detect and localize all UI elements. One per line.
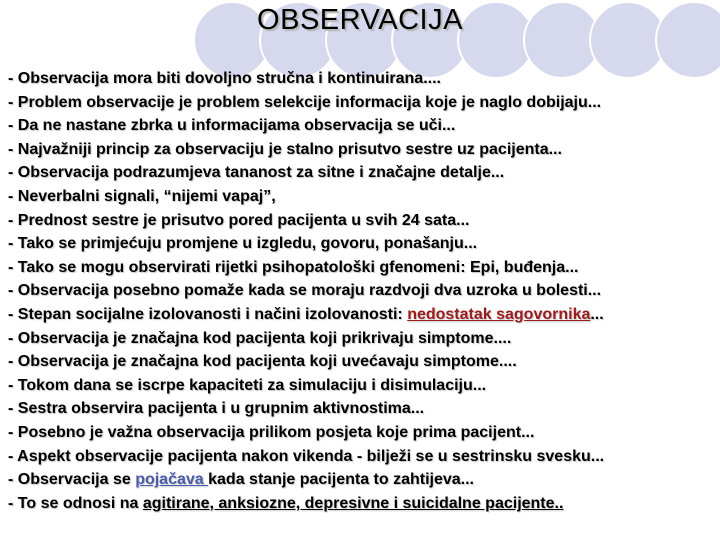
bullet-item: - Da ne nastane zbrka u informacijama observacija se uči... bbox=[8, 117, 456, 135]
bullet-item: - Sestra observira pacijenta i u grupnim aktivnostima... bbox=[8, 400, 425, 418]
bullet-item: - Tako se mogu observirati rijetki psihopatološki gfenomeni: Epi, buđenja... bbox=[8, 258, 579, 276]
hyperlink-pojacava[interactable]: pojačava bbox=[135, 471, 209, 489]
bullet-item: - Observacija je značajna kod pacijenta koji prikrivaju simptome.... bbox=[8, 329, 512, 347]
bullet-item: - Problem observacije je problem selekcije informacija koje je naglo dobijaju... bbox=[8, 93, 602, 111]
bullet-item: - Observacija je značajna kod pacijenta koji uvećavaju simptome.... bbox=[8, 353, 517, 371]
hyperlink-nedostatak-sagovornika[interactable]: nedostatak sagovornika bbox=[407, 305, 591, 323]
hyperlink-pacijente[interactable]: agitirane, anksiozne, depresivne i suicidalne pacijente.. bbox=[142, 494, 564, 512]
bullet-item: - Observacija mora biti dovoljno stručna i kontinuirana.... bbox=[8, 70, 441, 87]
bullet-text: kada stanje pacijenta to zahtijeva... bbox=[208, 471, 474, 489]
bullet-item: - Tako se primjećuju promjene u izgledu, govoru, ponašanju... bbox=[8, 235, 478, 253]
slide-title: OBSERVACIJA bbox=[257, 4, 463, 36]
bullet-text: - Observacija se bbox=[8, 471, 136, 489]
bullet-item bbox=[8, 303, 714, 327]
bullet-item: - Najvažniji princip za observaciju je stalno prisutvo sestre uz pacijenta... bbox=[8, 140, 562, 158]
bullet-item: - Observacija posebno pomaže kada se moraju razdvoji dva uzroka u bolesti... bbox=[8, 282, 602, 300]
bullet-item: - Posebno je važna observacija prilikom posjeta koje prima pacijent... bbox=[8, 423, 535, 441]
bullet-list bbox=[8, 67, 714, 515]
bullet-item: - Observacija podrazumjeva tananost za sitne i značajne detalje... bbox=[8, 164, 505, 182]
bullet-text: - Stepan socijalne izolovanosti i načini izolovanosti: bbox=[8, 305, 408, 323]
bullet-item: - Aspekt observacije pacijenta nakon vikenda - bilježi se u sestrinsku svesku... bbox=[8, 447, 605, 465]
bullet-item: - Tokom dana se iscrpe kapaciteti za simulaciju i disimulaciju... bbox=[8, 376, 487, 394]
bullet-item bbox=[8, 492, 714, 516]
bullet-item: - Prednost sestre je prisutvo pored pacijenta u svih 24 sata... bbox=[8, 211, 470, 229]
bullet-text: - To se odnosi na bbox=[8, 494, 143, 512]
bullet-item bbox=[8, 468, 714, 492]
bullet-item: - Neverbalni signali, “nijemi vapaj”, bbox=[8, 187, 276, 205]
bullet-text: ... bbox=[590, 305, 604, 323]
